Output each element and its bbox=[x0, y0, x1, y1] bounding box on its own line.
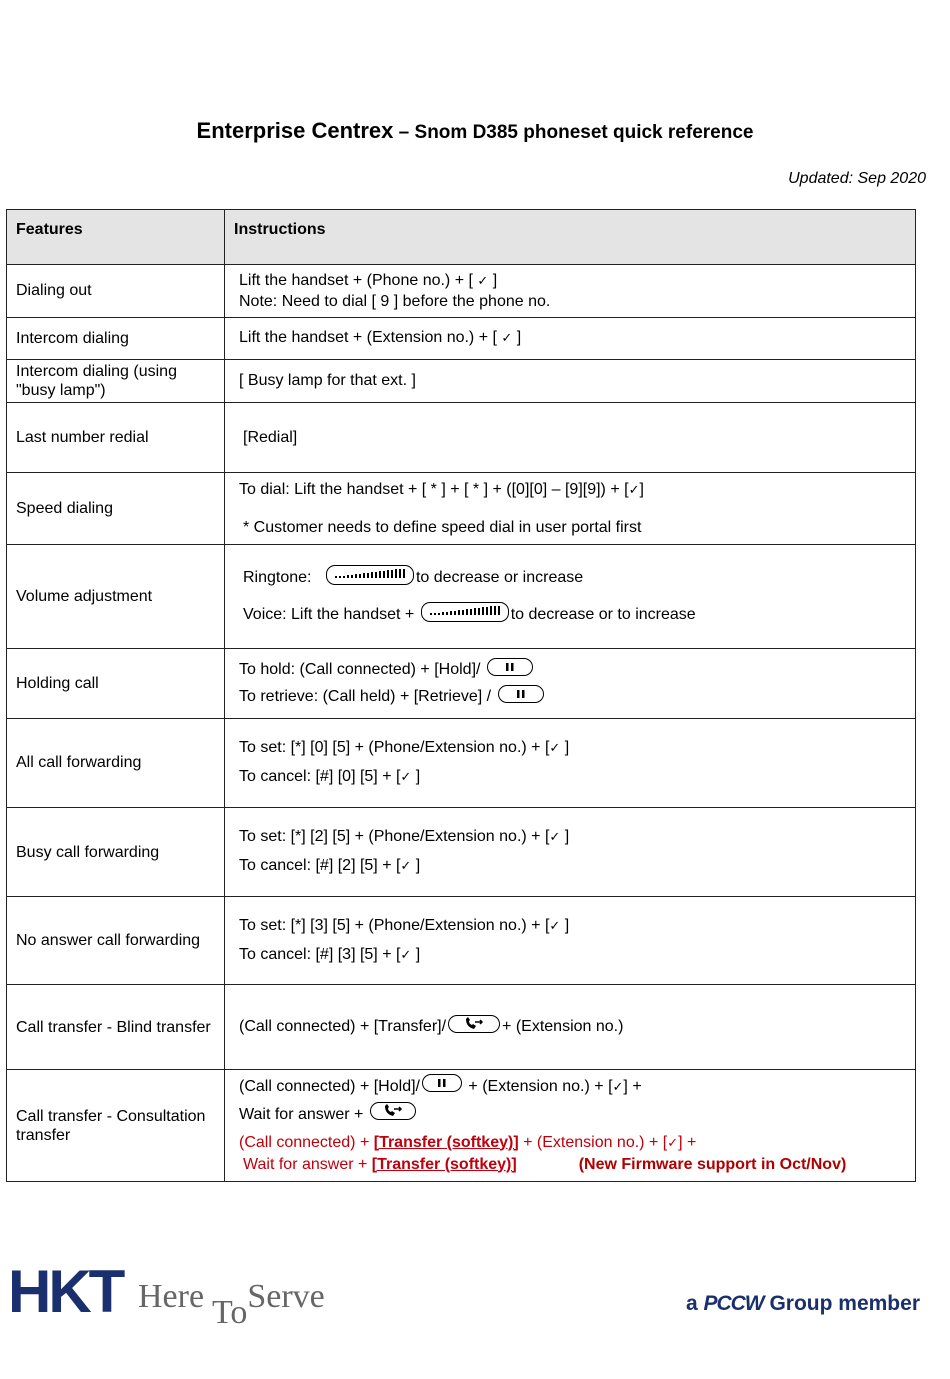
table-row bbox=[7, 318, 916, 360]
feature-cell: Intercom dialing bbox=[7, 318, 225, 360]
table-row bbox=[7, 403, 916, 473]
feature-cell: Busy call forwarding bbox=[7, 808, 225, 897]
instruction-text: + (Extension no.) bbox=[502, 1018, 624, 1035]
instruction-text: ] + bbox=[678, 1133, 697, 1151]
table-row bbox=[7, 808, 916, 897]
table-row bbox=[7, 360, 916, 403]
table-row bbox=[7, 265, 916, 318]
transfer-key-icon bbox=[448, 1015, 500, 1033]
instruction-cell bbox=[225, 1070, 916, 1182]
instruction-text: Ringtone: bbox=[243, 569, 316, 587]
feature-cell: All call forwarding bbox=[7, 719, 225, 808]
instruction-note: * Customer needs to define speed dial in user portal first bbox=[243, 518, 642, 536]
feature-cell: Holding call bbox=[7, 649, 225, 719]
pccw-brand: PCCW bbox=[703, 1292, 764, 1315]
instruction-text: To retrieve: (Call held) + [Retrieve] / bbox=[239, 688, 496, 705]
instruction-text: To set: [*] [2] [5] + (Phone/Extension no.) + [ bbox=[239, 828, 550, 845]
instruction-cell bbox=[225, 545, 916, 649]
member-text: Group member bbox=[763, 1292, 920, 1315]
instruction-note: Note: Need to dial [ 9 ] before the phone no. bbox=[239, 292, 551, 310]
instruction-cell bbox=[225, 985, 916, 1070]
instruction-text: Voice: Lift the handset + bbox=[243, 605, 419, 623]
hkt-logo bbox=[8, 1258, 328, 1332]
transfer-softkey-label: [Transfer (softkey)] bbox=[373, 1133, 519, 1151]
firmware-note: (New Firmware support in Oct/Nov) bbox=[578, 1155, 847, 1173]
feature-cell: Call transfer - Consultation transfer bbox=[7, 1070, 225, 1182]
check-icon: ✓ bbox=[400, 859, 412, 874]
instruction-cell: [Redial] bbox=[225, 403, 916, 473]
instruction-text: To cancel: [#] [3] [5] + [ bbox=[239, 945, 401, 963]
instruction-cell bbox=[225, 897, 916, 985]
instruction-text: ] bbox=[560, 828, 570, 845]
instruction-text: ] bbox=[488, 271, 498, 289]
instruction-text: (Call connected) + [Transfer]/ bbox=[239, 1018, 447, 1035]
check-icon: ✓ bbox=[612, 1079, 624, 1095]
feature-cell: Call transfer - Blind transfer bbox=[7, 985, 225, 1070]
table-row bbox=[7, 985, 916, 1070]
table-row bbox=[7, 545, 916, 649]
member-text: a bbox=[685, 1292, 704, 1315]
feature-cell: Dialing out bbox=[7, 265, 225, 318]
instruction-cell bbox=[225, 808, 916, 897]
instruction-cell bbox=[225, 649, 916, 719]
transfer-key-icon bbox=[370, 1102, 416, 1120]
updated-date: Updated: Sep 2020 bbox=[788, 170, 926, 187]
instruction-text: To set: [*] [0] [5] + (Phone/Extension no.) + [ bbox=[239, 739, 550, 756]
page-title bbox=[0, 118, 950, 144]
col-instructions-header: Instructions bbox=[225, 210, 916, 265]
feature-cell: Speed dialing bbox=[7, 473, 225, 545]
check-icon: ✓ bbox=[667, 1135, 679, 1151]
instruction-text: Lift the handset + (Phone no.) + [ bbox=[239, 271, 478, 289]
feature-cell: Intercom dialing (using "busy lamp") bbox=[7, 360, 225, 403]
slogan bbox=[138, 1278, 325, 1331]
instruction-text: ] bbox=[560, 916, 570, 934]
col-features-header: Features bbox=[7, 210, 225, 265]
instruction-text: (Call connected) + [Hold]/ bbox=[239, 1077, 420, 1095]
instruction-text: ] bbox=[560, 739, 570, 756]
instruction-cell bbox=[225, 265, 916, 318]
hold-key-icon bbox=[422, 1074, 462, 1092]
check-icon: ✓ bbox=[400, 947, 412, 963]
slogan-word: Here bbox=[138, 1278, 205, 1315]
instruction-text: ] bbox=[411, 857, 421, 874]
table-header-row bbox=[7, 210, 916, 265]
instruction-text: To hold: (Call connected) + [Hold]/ bbox=[239, 661, 485, 678]
instruction-cell bbox=[225, 318, 916, 360]
instruction-text: ] bbox=[411, 768, 421, 785]
feature-cell: Volume adjustment bbox=[7, 545, 225, 649]
instruction-text: To cancel: [#] [0] [5] + [ bbox=[239, 768, 401, 785]
transfer-softkey-label: [Transfer (softkey)] bbox=[371, 1155, 517, 1173]
feature-cell: No answer call forwarding bbox=[7, 897, 225, 985]
instruction-text: Wait for answer + bbox=[243, 1155, 372, 1173]
instruction-cell bbox=[225, 719, 916, 808]
check-icon: ✓ bbox=[501, 331, 513, 346]
instruction-text: + (Extension no.) + [ bbox=[518, 1133, 668, 1151]
check-icon: ✓ bbox=[549, 741, 561, 756]
instruction-text: ] bbox=[512, 329, 522, 346]
feature-cell: Last number redial bbox=[7, 403, 225, 473]
instruction-text: ] bbox=[411, 945, 421, 963]
check-icon: ✓ bbox=[549, 830, 561, 845]
instruction-text: + (Extension no.) + [ bbox=[463, 1077, 613, 1095]
instruction-text: To dial: Lift the handset + [ * ] + [ * ] + ([0][0] – [9][9]) + [ bbox=[239, 480, 629, 498]
check-icon: ✓ bbox=[549, 918, 561, 934]
instruction-cell bbox=[225, 473, 916, 545]
volume-bar-icon bbox=[326, 565, 414, 585]
instruction-text: to decrease or increase bbox=[415, 569, 584, 587]
title-main: Enterprise Centrex bbox=[196, 118, 394, 143]
instruction-text: Wait for answer + bbox=[239, 1105, 368, 1123]
instruction-cell: [ Busy lamp for that ext. ] bbox=[225, 360, 916, 403]
instruction-text: (Call connected) + bbox=[239, 1133, 374, 1151]
volume-bar-icon bbox=[421, 602, 509, 622]
pccw-member-logo bbox=[686, 1292, 920, 1316]
instruction-text: ] bbox=[639, 480, 644, 498]
table-row bbox=[7, 897, 916, 985]
table-row bbox=[7, 473, 916, 545]
table-row bbox=[7, 1070, 916, 1182]
hkt-logo-text: HKT bbox=[8, 1258, 123, 1325]
instruction-text: To cancel: [#] [2] [5] + [ bbox=[239, 857, 401, 874]
table-row bbox=[7, 649, 916, 719]
hold-key-icon bbox=[498, 685, 544, 703]
slogan-word: Serve bbox=[247, 1278, 325, 1315]
instruction-text: To set: [*] [3] [5] + (Phone/Extension no.) + [ bbox=[239, 916, 550, 934]
check-icon: ✓ bbox=[628, 482, 640, 498]
slogan-word: To bbox=[211, 1294, 248, 1331]
table-row bbox=[7, 719, 916, 808]
instruction-text: ] + bbox=[623, 1077, 642, 1095]
check-icon: ✓ bbox=[400, 770, 412, 785]
instruction-text: Lift the handset + (Extension no.) + [ bbox=[239, 329, 502, 346]
title-sub: – Snom D385 phoneset quick reference bbox=[393, 122, 754, 143]
hold-key-icon bbox=[487, 658, 533, 676]
reference-table bbox=[6, 209, 916, 1182]
instruction-text: to decrease or to increase bbox=[510, 605, 696, 623]
check-icon: ✓ bbox=[477, 273, 489, 289]
